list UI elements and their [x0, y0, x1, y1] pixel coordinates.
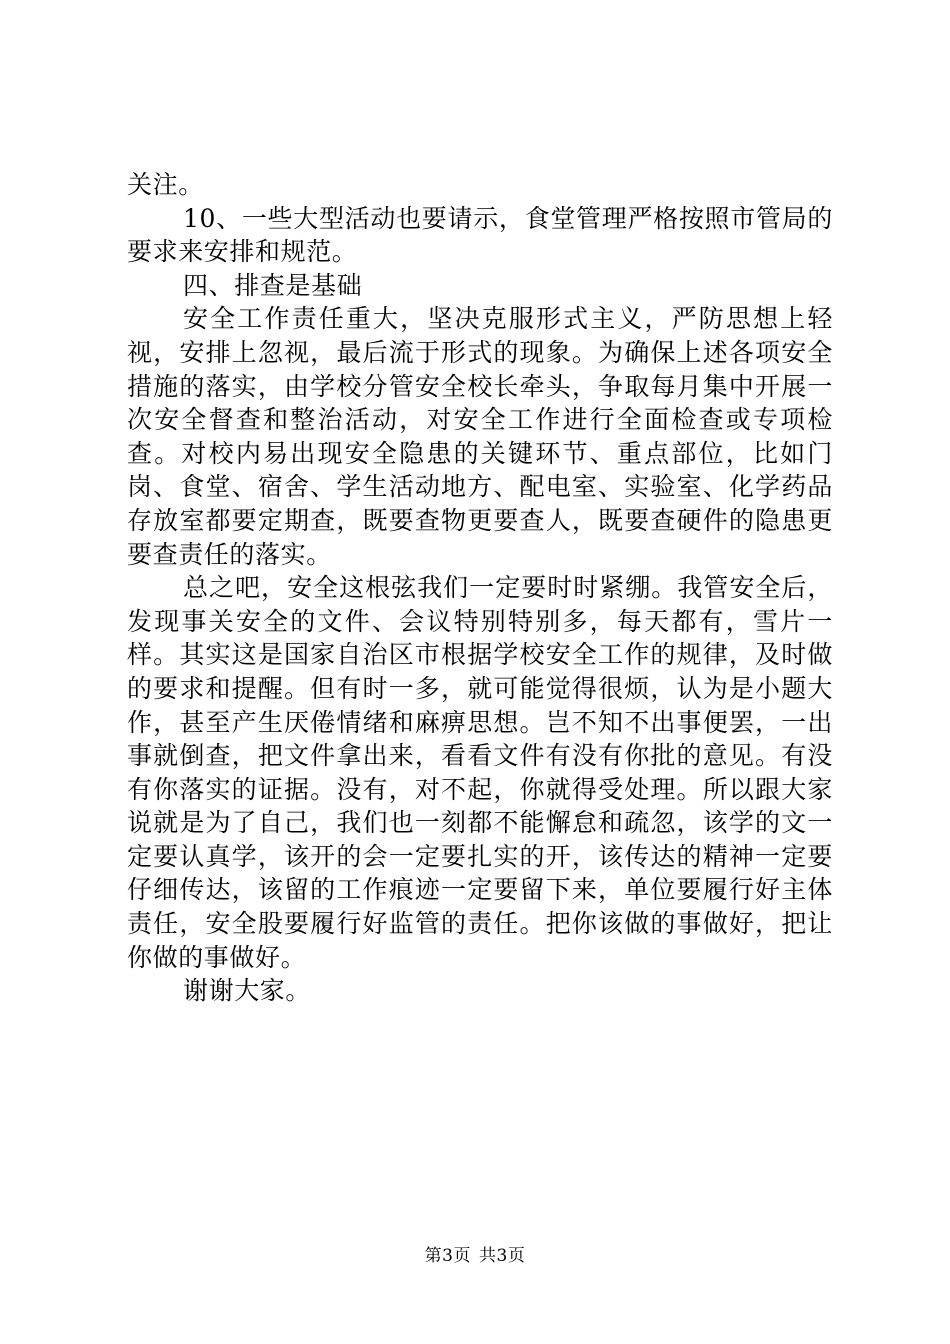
paragraph-closing: 谢谢大家。	[183, 976, 312, 1006]
paragraph-summary: 总之吧，安全这根弦我们一定要时时紧绷。我管安全后，发现事关安全的文件、会议特别特别多，每天都有，雪片一样。其实这是国家自治区市根据学校安全工作的规律，及时做的要求和提醒。但有时一多，就可能觉得很烦，认为是小题大作，甚至产生厌倦情绪和麻痹思想。岂不知不出事便罢，一出事就倒查，把文件拿出来，看看文件有没有你批的意见。有没有你落实的证据。没有，对不起，你就得受处理。所以跟大家说就是为了自己，我们也一刻都不能懈怠和疏忽，该学的文一定要认真学，该开的会一定要扎实的开，该传达的精神一定要仔细传达，该留的工作痕迹一定要留下来，单位要履行好主体责任，安全股要履行好监管的责任。把你该做的事做好，把让你做的事做好。	[127, 573, 833, 972]
paragraph-item-10: 10、一些大型活动也要请示，食堂管理严格按照市管局的要求来安排和规范。	[127, 203, 833, 267]
section-heading-4: 四、排查是基础	[183, 270, 363, 300]
paragraph-inspection: 安全工作责任重大，坚决克服形式主义，严防思想上轻视，安排上忽视，最后流于形式的现象。为确保上述各项安全措施的落实，由学校分管安全校长牵头，争取每月集中开展一次安全督查和整治活动，对安全工作进行全面检查或专项检查。对校内易出现安全隐患的关键环节、重点部位，比如门岗、食堂、宿舍、学生活动地方、配电室、实验室、化学药品存放室都要定期查，既要查物更要查人，既要查硬件的隐患更要查责任的落实。	[127, 304, 833, 569]
paragraph-continuation: 关注。	[127, 170, 204, 199]
document-body	[127, 168, 833, 1008]
page-number: 第3页	[424, 1246, 471, 1266]
page-footer	[0, 1245, 950, 1267]
page-total: 共3页	[479, 1246, 526, 1266]
